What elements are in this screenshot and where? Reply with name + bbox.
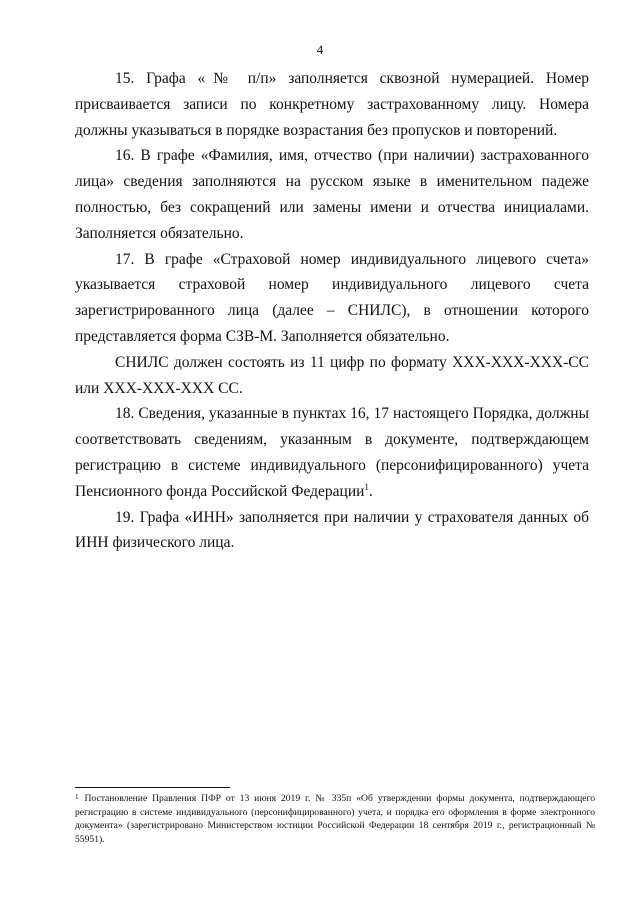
document-body <box>75 66 589 556</box>
paragraph-17: 17. В графе «Страховой номер индивидуального лицевого счета» указывается страховой номер индивидуального лицевого счета зарегистрированного лица (далее – СНИЛС), в отношении которого представляется форма СЗВ-М. Заполняется обязательно. <box>75 250 589 345</box>
footnote <box>75 792 595 846</box>
page-number: 4 <box>316 42 324 57</box>
paragraph-18-tail: . <box>368 482 373 500</box>
footnote-reference[interactable]: 1 <box>364 481 369 492</box>
paragraph-19: 19. Графа «ИНН» заполняется при наличии у страхователя данных об ИНН физического лица. <box>75 508 589 552</box>
paragraph-18 <box>75 401 589 504</box>
paragraph-15: 15. Графа «№ п/п» заполняется сквозной нумерацией. Номер присваивается записи по конкретному застрахованному лицу. Номера должны указываться в порядке возрастания без пропусков и повторений. <box>75 70 589 139</box>
paragraph-16: 16. В графе «Фамилия, имя, отчество (при наличии) застрахованного лица» сведения заполняются на русском языке в именительном падеже полностью, без сокращений или замены имени и отчества инициалами. Заполняется обязательно. <box>75 147 589 242</box>
paragraph-18-text: 18. Сведения, указанные в пунктах 16, 17 настоящего Порядка, должны соответствовать сведениям, указанным в документе, подтверждающем регистрацию в системе индивидуального (персонифицированного) учета Пенсионного фонда Российской Федерации <box>75 405 589 500</box>
footnote-text: Постановление Правления ПФР от 13 июня 2019 г. № 335п «Об утверждении формы документа, подтверждающего регистрацию в системе индивидуального (персонифицированного) учета, и порядка его оформления в форме электронного документа» (зарегистрировано Министерством юстиции Российской Федерации 18 сентября 2019 г., регистрационный № 55951). <box>75 793 595 845</box>
paragraph-snils-format: СНИЛС должен состоять из 11 цифр по формату ХХХ-ХХХ-ХХХ-СС или ХХХ-ХХХ-ХХХ СС. <box>75 353 589 397</box>
footnote-separator <box>75 787 230 788</box>
footnote-mark: 1 <box>75 793 79 801</box>
